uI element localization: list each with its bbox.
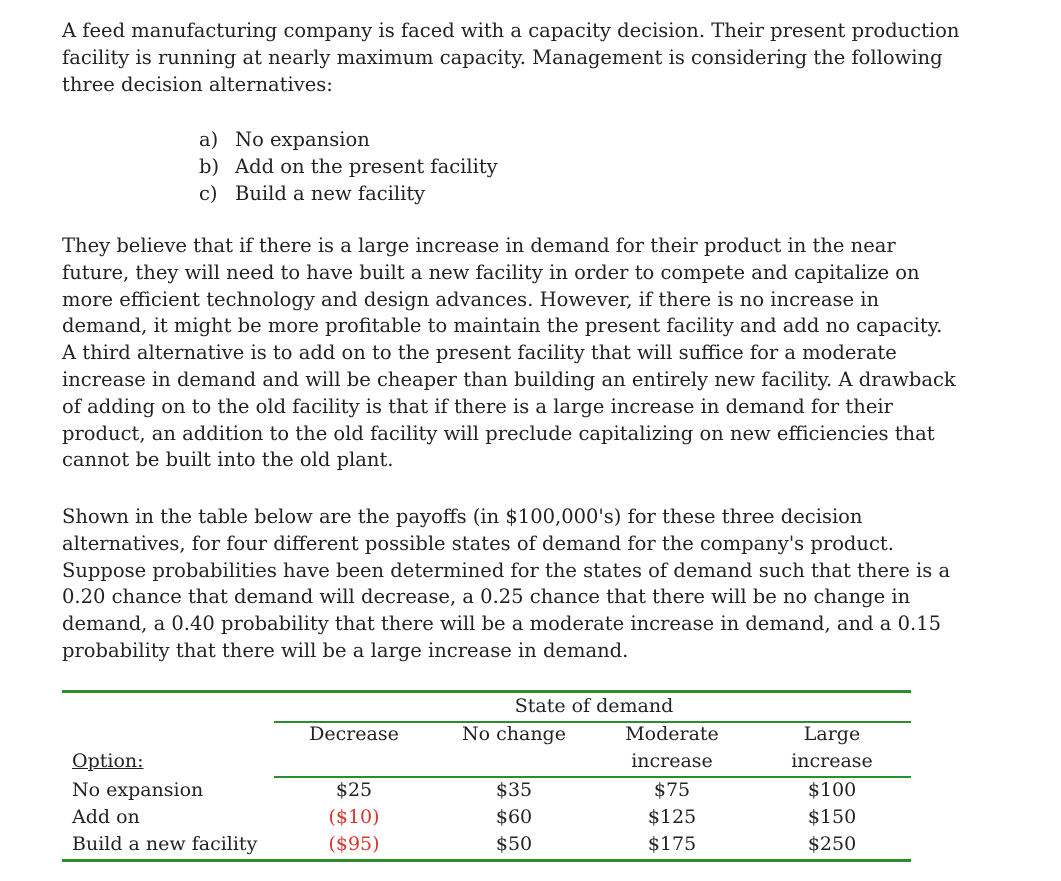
payoff-cell: $50 [495, 833, 533, 855]
payoff-cell: $25 [335, 779, 373, 801]
state-of-demand-header: State of demand [514, 695, 674, 717]
option-header: Option: [72, 750, 144, 772]
payoff-cell: $175 [647, 833, 697, 855]
table-intro-paragraph: Shown in the table below are the payoffs (in $100,000's) for these three decision alternatives, for four different possible states of demand for the company's product. Suppose probabilities have been determined for the states of demand such that there is a 0.20 chance that demand will decrease, a 0.25 chance that there will be no change in demand, a 0.40 probability that there will be a moderate increase in demand, and a 0.15 probability that there will be a large increase in demand. [62, 505, 951, 662]
alternative-letter: a) [199, 128, 219, 151]
column-header-large-line2: increase [791, 750, 873, 772]
alternative-item [199, 126, 498, 153]
payoff-cell-negative: ($10) [328, 806, 380, 828]
column-header-moderate: Moderate [625, 723, 719, 745]
alternative-text: Build a new facility [235, 182, 426, 205]
payoff-cell: $125 [647, 806, 697, 828]
table-bottom-rule [62, 859, 911, 862]
alternative-item [199, 180, 498, 207]
context-paragraph: They believe that if there is a large increase in demand for their product in the near future, they will need to have built a new facility in order to compete and capitalize on more efficient technology and design advances. However, if there is no increase in demand, it might be more profitable to maintain the present facility and add no capacity. A third alternative is to add on to the present facility that will suffice for a moderate increase in demand and will be cheaper than building an entirely new facility. A drawback of adding on to the old facility is that if there is a large increase in demand for their product, an addition to the old facility will preclude capitalizing on new efficiencies that cannot be built into the old plant. [62, 234, 956, 472]
intro-paragraph: A feed manufacturing company is faced with a capacity decision. Their present production facility is running at nearly maximum capacity. Management is considering the following three decision alternatives: [62, 19, 960, 96]
alternative-item [199, 153, 498, 180]
alternative-letter: b) [199, 155, 220, 178]
row-option-label: Add on [72, 806, 140, 828]
column-header-large: Large [803, 723, 861, 745]
payoff-table [62, 690, 911, 862]
column-header-no-change: No change [462, 723, 566, 745]
alternative-letter: c) [199, 182, 218, 205]
column-header-moderate-line2: increase [631, 750, 713, 772]
payoff-cell: $75 [653, 779, 691, 801]
alternative-text: No expansion [235, 128, 370, 151]
row-option-label: Build a new facility [72, 833, 258, 855]
payoff-cell: $150 [807, 806, 857, 828]
column-header-decrease: Decrease [309, 723, 399, 745]
alternative-text: Add on the present facility [235, 155, 498, 178]
alternatives-list [199, 126, 498, 207]
row-option-label: No expansion [72, 779, 204, 801]
table-top-rule [62, 690, 911, 693]
payoff-cell: $250 [807, 833, 857, 855]
payoff-cell-negative: ($95) [328, 833, 380, 855]
payoff-cell: $60 [495, 806, 533, 828]
column-header-rule [274, 776, 911, 778]
payoff-cell: $100 [807, 779, 857, 801]
payoff-cell: $35 [495, 779, 533, 801]
